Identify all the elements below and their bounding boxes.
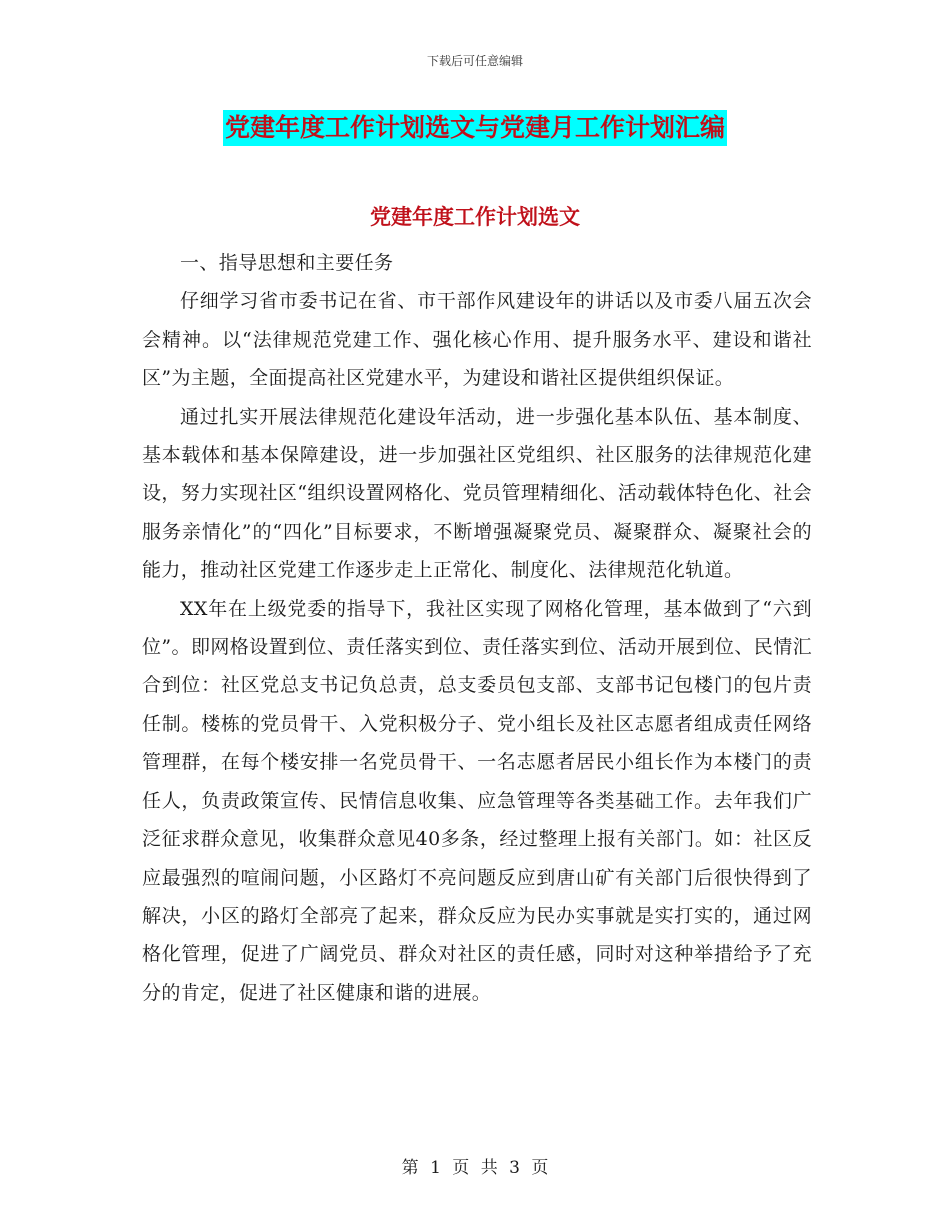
body-paragraph: 通过扎实开展法律规范化建设年活动，进一步强化基本队伍、基本制度、基本载体和基本保障建设，进一步加强社区党组织、社区服务的法律规范化建设，努力实现社区“组织设置网格化、党员管理精细化、活动载体特色化、社会服务亲情化”的“四化”目标要求，不断增强凝聚党员、凝聚群众、凝聚社会的能力，推动社区党建工作逐步走上正常化、制度化、法律规范化轨道。 bbox=[142, 405, 812, 582]
section-heading: 一、指导思想和主要任务 bbox=[180, 252, 394, 274]
page-number-footer: 第 1 页 共 3 页 bbox=[401, 1158, 549, 1178]
page-header-note: 下载后可任意编辑 bbox=[426, 54, 523, 68]
body-paragraph: XX年在上级党委的指导下，我社区实现了网格化管理，基本做到了“六到位”。即网格设置到位、责任落实到位、责任落实到位、活动开展到位、民情汇合到位：社区党总支书记负总责，总支委员包支部、支部书记包楼门的包片责任制。楼栋的党员骨干、入党积极分子、党小组长及社区志愿者组成责任网络管理群，在每个楼安排一名党员骨干、一名志愿者居民小组长作为本楼门的责任人，负责政策宣传、民情信息收集、应急管理等各类基础工作。去年我们广泛征求群众意见，收集群众意见40多条，经过整理上报有关部门。如：社区反应最强烈的喧闹问题，小区路灯不亮问题反应到唐山矿有关部门后很快得到了解决，小区的路灯全部亮了起来，群众反应为民办实事就是实打实的，通过网格化管理，促进了广阔党员、群众对社区的责任感，同时对这种举措给予了充分的肯定，促进了社区健康和谐的进展。 bbox=[142, 597, 812, 1004]
main-title: 党建年度工作计划选文与党建月工作计划汇编 bbox=[223, 110, 727, 146]
body-paragraph: 仔细学习省市委书记在省、市干部作风建设年的讲话以及市委八届五次会会精神。以“法律规范党建工作、强化核心作用、提升服务水平、建设和谐社区”为主题，全面提高社区党建水平，为建设和谐社区提供组织保证。 bbox=[142, 290, 812, 390]
main-title-container bbox=[0, 110, 950, 146]
section-title: 党建年度工作计划选文 bbox=[370, 205, 580, 229]
document-body bbox=[142, 244, 812, 1012]
